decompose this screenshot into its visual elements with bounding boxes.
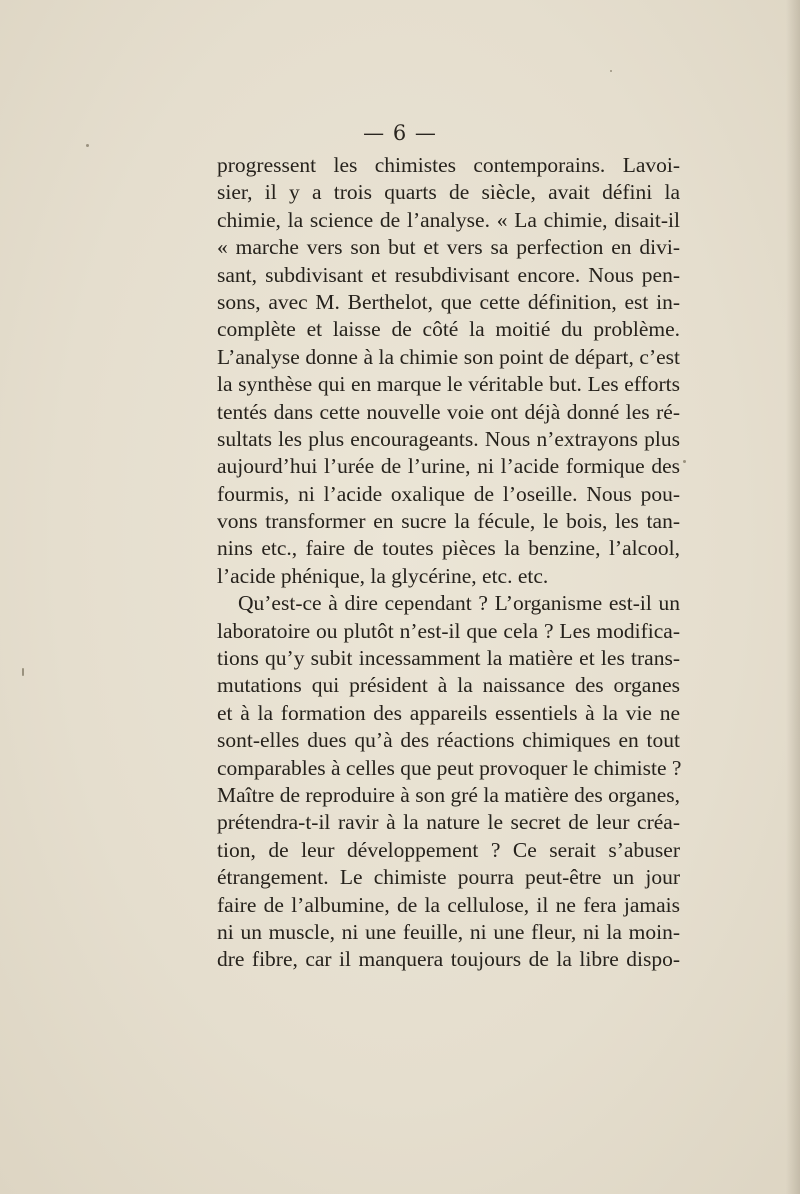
text-line: vons transformer en sucre la fécule, le bois, les tan-: [217, 509, 680, 534]
text-line: et à la formation des appareils essentiels à la vie ne: [217, 700, 680, 725]
text-line: tentés dans cette nouvelle voie ont déjà donné les ré-: [217, 399, 680, 424]
page-edge-shadow: [786, 0, 800, 1194]
text-line: tion, de leur développement ? Ce serait s’abuser: [217, 837, 680, 862]
text-line: sont-elles dues qu’à des réactions chimiques en tout: [217, 728, 680, 753]
text-line: comparables à celles que peut provoquer le chimiste ?: [217, 755, 682, 780]
text-line: sultats les plus encourageants. Nous n’extrayons plus: [217, 426, 680, 451]
text-line: tions qu’y subit incessamment la matière et les trans-: [217, 646, 680, 671]
text-line: mutations qui président à la naissance des organes: [217, 673, 680, 698]
text-line: « marche vers son but et vers sa perfection en divi-: [217, 235, 680, 260]
paper-speck: [22, 668, 24, 676]
text-line: L’analyse donne à la chimie son point de départ, c’est: [217, 344, 680, 369]
text-line: étrangement. Le chimiste pourra peut-être un jour: [217, 865, 680, 890]
text-line: sant, subdivisant et resubdivisant encore. Nous pen-: [217, 262, 680, 287]
paragraph-end-line: l’acide phénique, la glycérine, etc. etc.: [217, 563, 549, 588]
text-line: sons, avec M. Berthelot, que cette définition, est in-: [217, 289, 680, 314]
text-line: progressent les chimistes contemporains. Lavoi-: [217, 153, 680, 177]
text-line: Maître de reproduire à son gré la matière des organes,: [217, 782, 680, 807]
text-line: chimie, la science de l’analyse. « La chimie, disait-il: [217, 207, 680, 232]
text-line: nins etc., faire de toutes pièces la benzine, l’alcool,: [217, 536, 680, 561]
paragraph-start-line: Qu’est-ce à dire cependant ? L’organisme est-il un: [238, 591, 680, 616]
page-number: — 6 —: [363, 121, 437, 145]
text-line: prétendra-t-il ravir à la nature le secret de leur créa-: [217, 810, 680, 835]
paper-speck: [610, 70, 612, 72]
text-line: ni un muscle, ni une feuille, ni une fleur, ni la moin-: [217, 919, 680, 944]
text-line: aujourd’hui l’urée de l’urine, ni l’acide formique des: [217, 454, 680, 479]
text-line: dre fibre, car il manquera toujours de la libre dispo-: [217, 947, 680, 972]
paper-speck: [683, 460, 686, 463]
body-text: [217, 152, 680, 974]
text-line: faire de l’albumine, de la cellulose, il ne fera jamais: [217, 892, 680, 917]
text-line: la synthèse qui en marque le véritable but. Les efforts: [217, 372, 680, 397]
text-line: complète et laisse de côté la moitié du problème.: [217, 317, 680, 342]
text-line: laboratoire ou plutôt n’est-il que cela ? Les modifica-: [217, 618, 680, 643]
text-line: sier, il y a trois quarts de siècle, avait défini la: [217, 180, 680, 205]
text-line: fourmis, ni l’acide oxalique de l’oseille. Nous pou-: [217, 481, 680, 506]
